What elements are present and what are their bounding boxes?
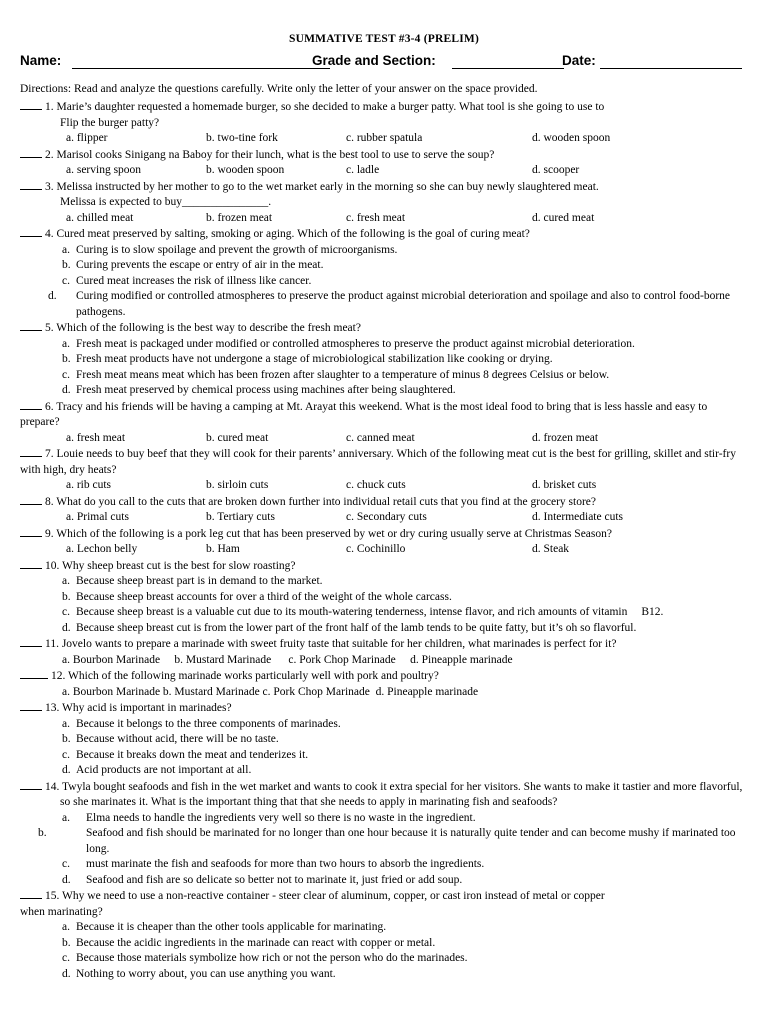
answer-blank[interactable] xyxy=(20,888,42,899)
option-letter: b. xyxy=(62,590,71,603)
question-stem-continuation: Melissa is expected to buy_______________. xyxy=(60,196,272,208)
option-d xyxy=(20,967,748,983)
question-stem: 13. Why acid is important in marinades? xyxy=(45,702,232,714)
name-label: Name: xyxy=(20,53,62,68)
option-letter: d. xyxy=(62,384,71,396)
option-c xyxy=(20,274,748,290)
answer-blank[interactable] xyxy=(20,147,42,158)
option-letter: a. xyxy=(62,921,70,933)
option-a: a. flipper xyxy=(66,132,108,144)
option-c: c. Cochinillo xyxy=(346,543,406,555)
option-d: d. Intermediate cuts xyxy=(532,511,624,523)
option-a: a. serving spoon xyxy=(66,164,142,176)
question-10 xyxy=(20,558,748,637)
options-row xyxy=(20,431,748,447)
question-15 xyxy=(20,888,748,982)
option-b: b. Tertiary cuts xyxy=(206,511,275,523)
answer-blank[interactable] xyxy=(20,494,42,505)
option-a xyxy=(20,920,748,936)
option-d xyxy=(20,289,748,320)
option-a: a. fresh meat xyxy=(66,431,126,444)
option-letter: b. xyxy=(62,259,71,271)
option-d: d. frozen meat xyxy=(532,431,599,444)
option-d: d. Steak xyxy=(532,543,570,555)
date-label: Date: xyxy=(562,53,596,68)
option-letter: a. xyxy=(62,575,70,587)
question-stem: 15. Why we need to use a non-reactive container - steer clear of aluminum, copper, or cast iron instead of metal or copper xyxy=(45,890,605,902)
answer-blank[interactable] xyxy=(20,99,42,110)
options-row: a. Bourbon Marinade b. Mustard Marinade c. Pork Chop Marinade d. Pineapple marinade xyxy=(62,653,513,666)
option-letter: c. xyxy=(62,606,70,618)
option-a xyxy=(20,811,748,827)
question-stem-continuation: Flip the burger patty? xyxy=(60,116,160,129)
question-1 xyxy=(20,99,748,147)
question-stem: 8. What do you call to the cuts that are broken down further into individual retail cuts that you find at the grocery store? xyxy=(45,495,596,508)
option-letter: d. xyxy=(62,967,71,980)
option-b: b. sirloin cuts xyxy=(206,479,269,491)
option-text: Fresh meat preserved by chemical process using machines after being slaughtered. xyxy=(76,384,456,396)
question-4 xyxy=(20,226,748,320)
option-c: c. rubber spatula xyxy=(346,132,423,144)
option-letter: c. xyxy=(62,368,70,381)
question-stem: 2. Marisol cooks Sinigang na Baboy for their lunch, what is the best tool to use to serve the soup? xyxy=(45,148,495,161)
option-text: Cured meat increases the risk of illness like cancer. xyxy=(76,274,312,287)
question-7 xyxy=(20,446,748,494)
option-d xyxy=(20,621,748,637)
page-title: SUMMATIVE TEST #3-4 (PRELIM) xyxy=(289,33,479,45)
option-b xyxy=(20,258,748,274)
question-stem: 14. Twyla bought seafoods and fish in the wet market and wants to cook it extra special for her visitors. She wants to make it tastier and more flavorful, so she marinates it. What is the important thing that that she needs to apply in marinating fish and seafoods? xyxy=(45,780,743,808)
option-b: b. wooden spoon xyxy=(206,164,285,176)
question-stem: 7. Louie needs to buy beef that they will cook for their parents’ anniversary. Which of the following meat cut is the best for grilling, skillet and stir-fry with high, dry heats? xyxy=(20,448,736,476)
option-letter: b. xyxy=(62,733,71,745)
option-letter: b. xyxy=(38,827,47,839)
question-stem: 12. Which of the following marinade works particularly well with pork and poultry? xyxy=(51,670,439,682)
options-row xyxy=(20,542,748,558)
question-14 xyxy=(20,779,748,889)
answer-blank[interactable] xyxy=(20,320,42,331)
option-d xyxy=(20,873,748,889)
question-stem: 4. Cured meat preserved by salting, smoking or aging. Which of the following is the goal of curing meat? xyxy=(45,228,530,240)
option-text: Because sheep breast is a valuable cut due to its mouth-watering tenderness, intense flavor, and rich amounts of vitamin xyxy=(76,606,628,618)
option-a: a. chilled meat xyxy=(66,211,134,224)
option-letter: b. xyxy=(62,936,71,949)
option-text: Because sheep breast part is in demand to the market. xyxy=(76,575,323,587)
option-text: Nothing to worry about, you can use anything you want. xyxy=(76,967,336,980)
question-3 xyxy=(20,179,748,227)
option-text: Seafood and fish are so delicate so better not to marinate it, just fried or add soup. xyxy=(86,873,463,886)
answer-blank[interactable] xyxy=(20,226,42,237)
question-6 xyxy=(20,399,748,447)
grade-section-label: Grade and Section: xyxy=(312,53,436,68)
option-c: c. canned meat xyxy=(346,431,415,444)
directions: Directions: Read and analyze the questions carefully. Write only the letter of your answer on the space provided. xyxy=(20,83,538,95)
option-text: Elma needs to handle the ingredients very well so there is no waste in the ingredient. xyxy=(86,811,476,824)
options-row xyxy=(20,211,748,227)
option-c: c. chuck cuts xyxy=(346,479,406,491)
option-letter: b. xyxy=(62,353,71,365)
option-letter: d. xyxy=(62,764,71,776)
question-stem: 3. Melissa instructed by her mother to go to the wet market early in the morning so she can buy newly slaughtered meat. xyxy=(45,180,599,193)
option-a: a. rib cuts xyxy=(66,479,112,491)
question-8 xyxy=(20,494,748,526)
option-text: must marinate the fish and seafoods for more than two hours to absorb the ingredients. xyxy=(86,858,485,870)
option-text: Because sheep breast accounts for over a third of the weight of the whole carcass. xyxy=(76,590,452,603)
option-letter: a. xyxy=(62,717,70,730)
option-c xyxy=(20,857,748,873)
question-13 xyxy=(20,700,748,779)
option-letter: c. xyxy=(62,858,70,870)
option-text: Because the acidic ingredients in the marinade can react with copper or metal. xyxy=(76,936,436,949)
option-text: Because it breaks down the meat and tenderizes it. xyxy=(76,748,309,761)
option-d: d. cured meat xyxy=(532,211,595,224)
option-text: Curing prevents the escape or entry of air in the meat. xyxy=(76,259,324,271)
student-info-header xyxy=(20,53,748,73)
answer-blank[interactable] xyxy=(20,179,42,190)
option-text: Curing is to slow spoilage and prevent the growth of microorganisms. xyxy=(76,243,398,256)
option-d: d. scooper xyxy=(532,164,580,176)
option-a xyxy=(20,337,748,353)
answer-blank[interactable] xyxy=(20,446,42,457)
question-stem: 11. Jovelo wants to prepare a marinade with sweet fruity taste that suitable for her children, what marinades is perfect for it? xyxy=(45,638,617,650)
options-row xyxy=(20,163,748,179)
option-text: Because those materials symbolize how rich or not the person who do the marinades. xyxy=(76,952,468,964)
option-letter: c. xyxy=(62,748,70,761)
option-c xyxy=(20,368,748,384)
option-letter: a. xyxy=(62,243,70,256)
option-d xyxy=(20,383,748,399)
options-row: a. Bourbon Marinade b. Mustard Marinade c. Pork Chop Marinade d. Pineapple marinade xyxy=(62,685,479,698)
question-11 xyxy=(20,636,748,668)
option-text: Fresh meat is packaged under modified or controlled atmospheres to preserve the product against microbial deterioration. xyxy=(76,337,635,350)
option-text: Because without acid, there will be no taste. xyxy=(76,733,279,745)
options-row xyxy=(20,478,748,494)
answer-blank[interactable] xyxy=(20,399,42,410)
grade-section-field[interactable] xyxy=(452,68,564,69)
answer-blank[interactable] xyxy=(20,700,42,711)
question-stem-continuation: when marinating? xyxy=(20,905,103,918)
answer-blank[interactable] xyxy=(20,558,42,569)
option-letter: d. xyxy=(48,290,57,302)
option-text: Because it is cheaper than the other tools applicable for marinating. xyxy=(76,921,387,933)
question-stem: 1. Marie’s daughter requested a homemade burger, so she decided to make a burger patty. What tool is she going to use to xyxy=(45,101,605,113)
answer-blank[interactable] xyxy=(20,636,42,647)
option-a xyxy=(20,243,748,259)
question-12 xyxy=(20,668,748,700)
question-stem: 9. Which of the following is a pork leg cut that has been preserved by wet or dry curing usually serve at Christmas Season? xyxy=(45,527,612,540)
option-text: Fresh meat products have not undergone a stage of microbiological stabilization like cooking or drying. xyxy=(76,353,553,365)
option-b: b. Ham xyxy=(206,543,240,555)
option-letter: c. xyxy=(62,952,70,964)
option-b xyxy=(20,590,748,606)
question-stem: 6. Tracy and his friends will be having a camping at Mt. Arayat this weekend. What is the most ideal food to bring that is less hassle and easy to prepare? xyxy=(20,400,708,428)
option-letter: d. xyxy=(62,621,71,634)
options-row xyxy=(20,510,748,526)
answer-blank[interactable] xyxy=(20,779,42,790)
option-b xyxy=(20,732,748,748)
option-c xyxy=(20,748,748,764)
option-a xyxy=(20,574,748,590)
question-list xyxy=(20,99,748,982)
answer-blank[interactable] xyxy=(20,668,48,679)
option-c: c. fresh meat xyxy=(346,211,406,224)
option-d: d. brisket cuts xyxy=(532,479,597,491)
option-b xyxy=(20,352,748,368)
option-b: b. two-tine fork xyxy=(206,132,278,144)
option-text-tail: B12. xyxy=(641,606,664,618)
option-letter: a. xyxy=(62,811,70,824)
option-a xyxy=(20,717,748,733)
option-c xyxy=(20,951,748,967)
option-c: c. ladle xyxy=(346,164,380,176)
option-b: b. cured meat xyxy=(206,431,269,444)
option-text: Fresh meat means meat which has been frozen after slaughter to a temperature of minus 8 degrees Celsius or below. xyxy=(76,368,610,381)
option-c xyxy=(20,605,748,621)
question-9 xyxy=(20,526,748,558)
option-text: Because sheep breast cut is from the lower part of the front half of the lamb tends to be quite fatty, but it’s oh so flavorful. xyxy=(76,621,637,634)
option-b xyxy=(20,826,748,857)
options-row xyxy=(20,131,748,147)
answer-blank[interactable] xyxy=(20,526,42,537)
option-text: Acid products are not important at all. xyxy=(76,764,252,776)
option-a: a. Lechon belly xyxy=(66,543,138,555)
date-field[interactable] xyxy=(600,68,742,69)
option-text: Curing modified or controlled atmospheres to preserve the product against microbial deterioration and spoilage and also to control food-borne pathogens. xyxy=(76,290,731,318)
question-2 xyxy=(20,147,748,179)
option-letter: c. xyxy=(62,274,70,287)
option-c: c. Secondary cuts xyxy=(346,511,427,523)
question-5 xyxy=(20,320,748,399)
option-b xyxy=(20,936,748,952)
option-letter: d. xyxy=(62,873,71,886)
question-stem: 5. Which of the following is the best way to describe the fresh meat? xyxy=(45,322,361,334)
option-b: b. frozen meat xyxy=(206,211,273,224)
option-letter: a. xyxy=(62,337,70,350)
option-text: Because it belongs to the three components of marinades. xyxy=(76,717,341,730)
option-d: d. wooden spoon xyxy=(532,132,611,144)
option-d xyxy=(20,763,748,779)
option-a: a. Primal cuts xyxy=(66,511,129,523)
option-text: Seafood and fish should be marinated for no longer than one hour because it is naturally quite tender and can become mushy if marinated too long. xyxy=(86,827,736,855)
question-stem: 10. Why sheep breast cut is the best for slow roasting? xyxy=(45,559,296,572)
name-field[interactable] xyxy=(72,68,330,69)
